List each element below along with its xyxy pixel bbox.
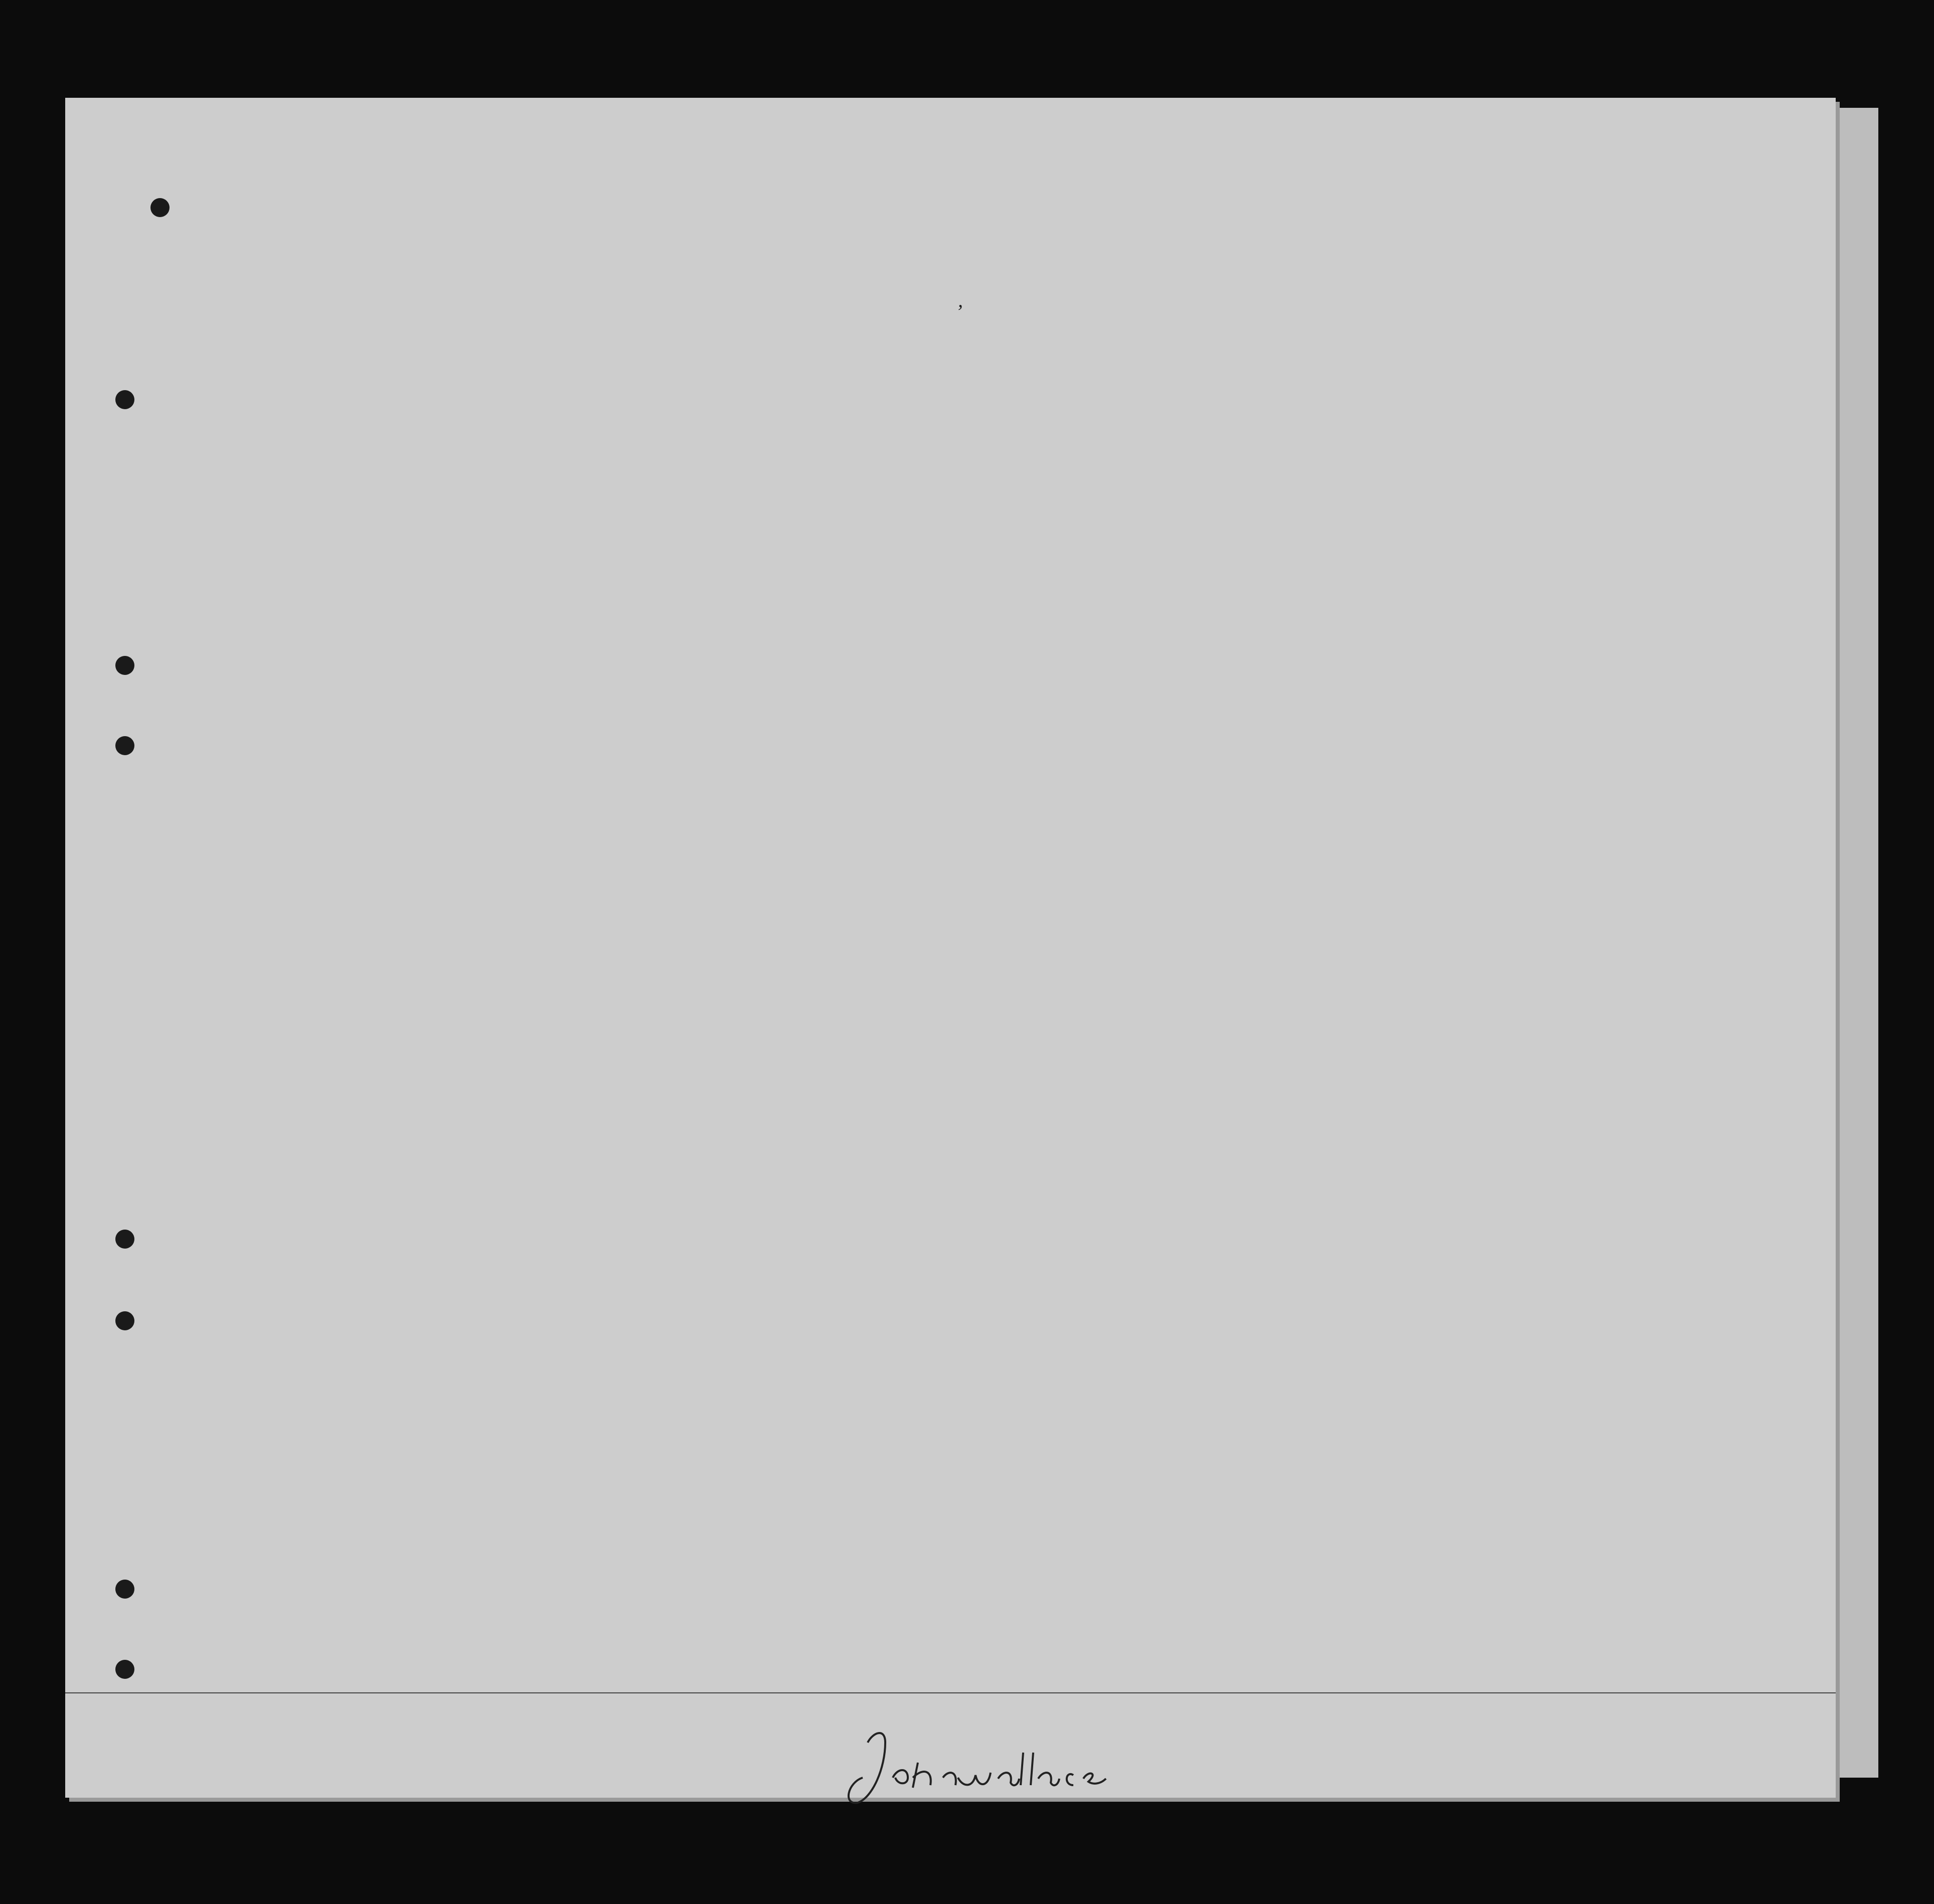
checkmark-column [65, 98, 1836, 1798]
binder-hole [115, 736, 134, 755]
manifest-sheet [65, 98, 1836, 1798]
binder-hole [150, 198, 170, 217]
binder-hole [115, 1580, 134, 1599]
comma: , [958, 289, 963, 311]
binder-hole [115, 656, 134, 675]
binder-hole [115, 1230, 134, 1249]
binder-hole [115, 1311, 134, 1330]
binder-hole [115, 390, 134, 409]
inspector-signature [838, 1722, 1179, 1813]
binder-hole [115, 1660, 134, 1679]
footer-rule [65, 1692, 1836, 1693]
